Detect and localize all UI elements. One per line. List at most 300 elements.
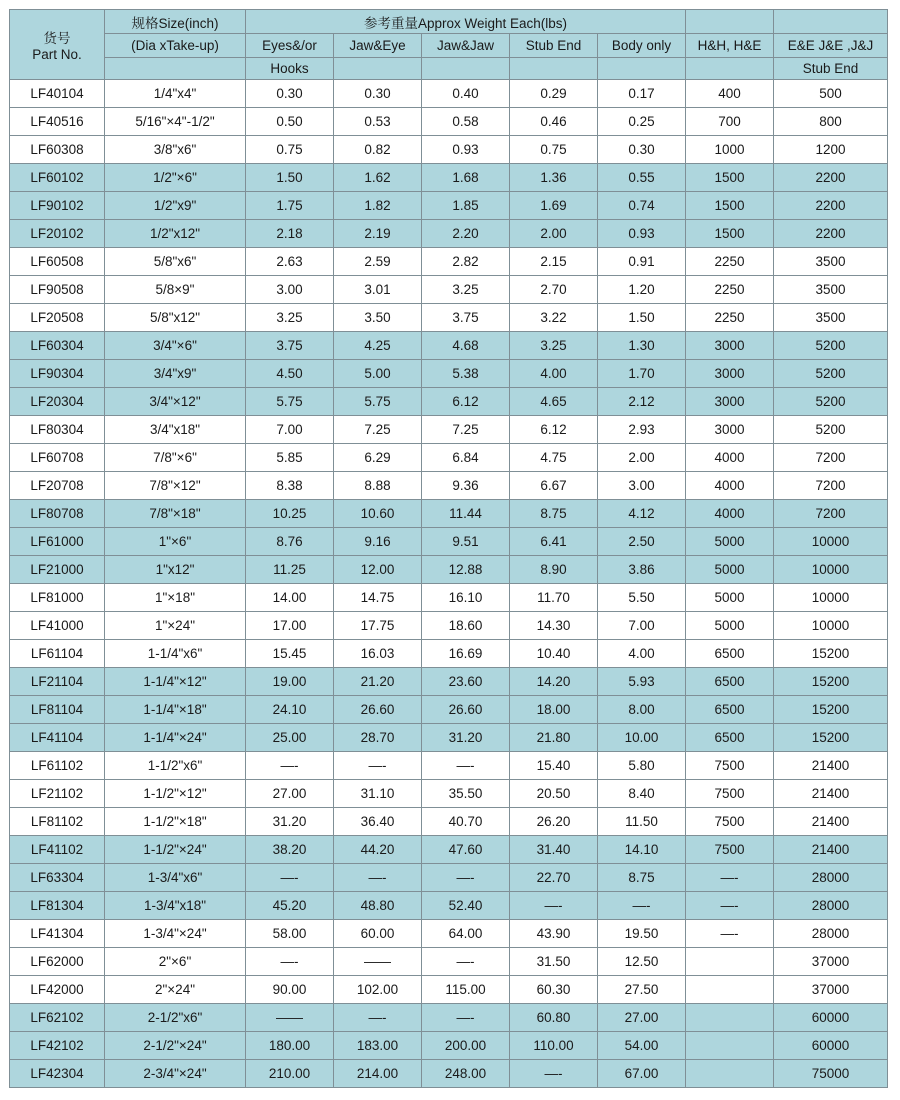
cell-ee-je-jj: 28000 [774,864,888,892]
cell-size: 1-1/4"x6" [105,640,246,668]
cell-jaw-jaw: —- [422,948,510,976]
cell-jaw-jaw: 16.10 [422,584,510,612]
cell-hh-he: 7500 [686,836,774,864]
cell-stub-end: 60.80 [510,1004,598,1032]
cell-part-no: LF42304 [10,1060,105,1088]
cell-hh-he: 4000 [686,500,774,528]
cell-ee-je-jj: 15200 [774,640,888,668]
cell-jaw-jaw: —- [422,864,510,892]
table-row [10,136,888,164]
cell-hh-he: 400 [686,80,774,108]
cell-part-no: LF63304 [10,864,105,892]
blank-header-hh [686,10,774,34]
cell-part-no: LF21102 [10,780,105,808]
cell-jaw-jaw: 16.69 [422,640,510,668]
cell-eyes-hooks: —- [246,752,334,780]
cell-body-only: 4.12 [598,500,686,528]
cell-stub-end: 26.20 [510,808,598,836]
cell-body-only: —- [598,892,686,920]
cell-jaw-jaw: 2.20 [422,220,510,248]
cell-ee-je-jj: 37000 [774,948,888,976]
cell-jaw-jaw: 23.60 [422,668,510,696]
cell-stub-end: 8.75 [510,500,598,528]
cell-ee-je-jj: 5200 [774,360,888,388]
cell-eyes-hooks: 11.25 [246,556,334,584]
table-row [10,948,888,976]
cell-jaw-eye: 60.00 [334,920,422,948]
cell-hh-he: 6500 [686,668,774,696]
cell-ee-je-jj: 10000 [774,612,888,640]
size-header: 规格Size(inch) [105,10,246,34]
table-row [10,640,888,668]
cell-eyes-hooks: 58.00 [246,920,334,948]
cell-hh-he: 2250 [686,248,774,276]
cell-size: 7/8"×12" [105,472,246,500]
cell-eyes-hooks: 14.00 [246,584,334,612]
cell-ee-je-jj: 3500 [774,248,888,276]
cell-body-only: 0.17 [598,80,686,108]
cell-jaw-jaw: 26.60 [422,696,510,724]
cell-ee-je-jj: 3500 [774,276,888,304]
cell-stub-end: 60.30 [510,976,598,1004]
cell-jaw-eye: 31.10 [334,780,422,808]
cell-jaw-eye: 36.40 [334,808,422,836]
cell-hh-he: 2250 [686,304,774,332]
part-no-en-label: Part No. [32,47,82,62]
cell-body-only: 1.20 [598,276,686,304]
cell-size: 1-1/4"×24" [105,724,246,752]
cell-eyes-hooks: 180.00 [246,1032,334,1060]
cell-body-only: 5.93 [598,668,686,696]
cell-size: 2-3/4"×24" [105,1060,246,1088]
cell-jaw-eye: 28.70 [334,724,422,752]
cell-eyes-hooks: 3.00 [246,276,334,304]
cell-ee-je-jj: 10000 [774,528,888,556]
cell-jaw-jaw: 7.25 [422,416,510,444]
cell-stub-end: 21.80 [510,724,598,752]
cell-jaw-jaw: 5.38 [422,360,510,388]
cell-part-no: LF90508 [10,276,105,304]
table-row [10,304,888,332]
cell-part-no: LF60308 [10,136,105,164]
cell-hh-he [686,1060,774,1088]
blank-header-ee [774,10,888,34]
cell-part-no: LF61000 [10,528,105,556]
table-row [10,976,888,1004]
cell-hh-he: —- [686,892,774,920]
cell-jaw-jaw: 47.60 [422,836,510,864]
cell-eyes-hooks: 2.63 [246,248,334,276]
col-header-jaw-jaw: Jaw&Jaw [422,34,510,58]
cell-jaw-jaw: 3.75 [422,304,510,332]
cell-stub-end: 3.22 [510,304,598,332]
cell-size: 1-3/4"x18" [105,892,246,920]
table-row [10,444,888,472]
cell-eyes-hooks: 31.20 [246,808,334,836]
cell-size: 5/16"×4"-1/2" [105,108,246,136]
cell-body-only: 0.30 [598,136,686,164]
table-row [10,192,888,220]
cell-ee-je-jj: 1200 [774,136,888,164]
cell-hh-he: 6500 [686,724,774,752]
cell-hh-he: —- [686,920,774,948]
cell-jaw-jaw: 0.93 [422,136,510,164]
cell-part-no: LF62000 [10,948,105,976]
cell-hh-he: 3000 [686,360,774,388]
cell-jaw-eye: 44.20 [334,836,422,864]
cell-jaw-jaw: 64.00 [422,920,510,948]
col-header-body-only: Body only [598,34,686,58]
cell-ee-je-jj: 7200 [774,500,888,528]
table-row [10,164,888,192]
blank-sub-size [105,58,246,80]
cell-hh-he: 2250 [686,276,774,304]
table-row [10,668,888,696]
cell-ee-je-jj: 21400 [774,836,888,864]
table-row [10,836,888,864]
cell-eyes-hooks: 27.00 [246,780,334,808]
cell-body-only: 2.50 [598,528,686,556]
weight-group-header: 参考重量Approx Weight Each(lbs) [246,10,686,34]
cell-part-no: LF41304 [10,920,105,948]
cell-eyes-hooks: 8.38 [246,472,334,500]
cell-part-no: LF90304 [10,360,105,388]
cell-size: 7/8"×18" [105,500,246,528]
cell-body-only: 1.30 [598,332,686,360]
cell-stub-end: 4.75 [510,444,598,472]
table-row [10,612,888,640]
cell-size: 5/8"x12" [105,304,246,332]
cell-stub-end: 0.75 [510,136,598,164]
cell-size: 2-1/2"×24" [105,1032,246,1060]
table-row [10,780,888,808]
cell-jaw-jaw: —- [422,752,510,780]
cell-size: 1-1/2"x6" [105,752,246,780]
table-row [10,556,888,584]
cell-hh-he [686,948,774,976]
cell-eyes-hooks: 1.50 [246,164,334,192]
cell-eyes-hooks: 1.75 [246,192,334,220]
cell-jaw-eye: —- [334,752,422,780]
cell-part-no: LF80708 [10,500,105,528]
cell-part-no: LF60304 [10,332,105,360]
cell-ee-je-jj: 7200 [774,472,888,500]
cell-stub-end: 4.65 [510,388,598,416]
cell-ee-je-jj: 75000 [774,1060,888,1088]
cell-hh-he: 700 [686,108,774,136]
cell-ee-je-jj: 2200 [774,164,888,192]
cell-ee-je-jj: 28000 [774,920,888,948]
cell-body-only: 19.50 [598,920,686,948]
cell-eyes-hooks: 17.00 [246,612,334,640]
col-sub-hooks: Hooks [246,58,334,80]
cell-stub-end: 3.25 [510,332,598,360]
table-row [10,80,888,108]
cell-stub-end: 43.90 [510,920,598,948]
cell-eyes-hooks: 3.25 [246,304,334,332]
weight-spec-sheet [9,9,888,1088]
cell-body-only: 8.00 [598,696,686,724]
cell-eyes-hooks: 45.20 [246,892,334,920]
cell-jaw-jaw: 18.60 [422,612,510,640]
cell-stub-end: 20.50 [510,780,598,808]
cell-jaw-jaw: 40.70 [422,808,510,836]
cell-eyes-hooks: 24.10 [246,696,334,724]
cell-jaw-jaw: —- [422,1004,510,1032]
cell-ee-je-jj: 5200 [774,416,888,444]
cell-size: 5/8"x6" [105,248,246,276]
cell-part-no: LF20102 [10,220,105,248]
cell-part-no: LF41102 [10,836,105,864]
cell-part-no: LF81104 [10,696,105,724]
cell-ee-je-jj: 15200 [774,724,888,752]
cell-hh-he: 5000 [686,556,774,584]
cell-stub-end: 110.00 [510,1032,598,1060]
cell-stub-end: 14.30 [510,612,598,640]
cell-eyes-hooks: 0.75 [246,136,334,164]
cell-part-no: LF41000 [10,612,105,640]
col-header-stub-end: Stub End [510,34,598,58]
cell-jaw-jaw: 9.36 [422,472,510,500]
cell-part-no: LF41104 [10,724,105,752]
cell-part-no: LF60508 [10,248,105,276]
cell-ee-je-jj: 60000 [774,1032,888,1060]
cell-ee-je-jj: 21400 [774,752,888,780]
cell-eyes-hooks: —— [246,1004,334,1032]
cell-jaw-eye: 0.53 [334,108,422,136]
size-sub-header: (Dia xTake-up) [105,34,246,58]
cell-jaw-jaw: 6.12 [422,388,510,416]
cell-body-only: 54.00 [598,1032,686,1060]
cell-ee-je-jj: 37000 [774,976,888,1004]
cell-eyes-hooks: 25.00 [246,724,334,752]
cell-jaw-eye: 183.00 [334,1032,422,1060]
weight-table [9,9,888,1088]
cell-body-only: 0.25 [598,108,686,136]
cell-part-no: LF21000 [10,556,105,584]
cell-stub-end: 1.36 [510,164,598,192]
cell-jaw-eye: 17.75 [334,612,422,640]
cell-jaw-jaw: 200.00 [422,1032,510,1060]
cell-eyes-hooks: 5.75 [246,388,334,416]
cell-jaw-eye: 5.00 [334,360,422,388]
cell-part-no: LF21104 [10,668,105,696]
cell-jaw-jaw: 12.88 [422,556,510,584]
cell-jaw-eye: 1.62 [334,164,422,192]
cell-body-only: 2.93 [598,416,686,444]
cell-size: 1-3/4"×24" [105,920,246,948]
cell-jaw-eye: 3.01 [334,276,422,304]
table-body [10,80,888,1088]
cell-size: 1"x12" [105,556,246,584]
cell-part-no: LF20708 [10,472,105,500]
cell-body-only: 67.00 [598,1060,686,1088]
cell-jaw-eye: 10.60 [334,500,422,528]
cell-stub-end: 2.00 [510,220,598,248]
cell-hh-he [686,976,774,1004]
cell-hh-he: 3000 [686,332,774,360]
cell-jaw-jaw: 1.68 [422,164,510,192]
cell-ee-je-jj: 21400 [774,808,888,836]
cell-stub-end: 14.20 [510,668,598,696]
cell-body-only: 0.91 [598,248,686,276]
cell-jaw-eye: 214.00 [334,1060,422,1088]
cell-jaw-eye: 6.29 [334,444,422,472]
cell-eyes-hooks: —- [246,864,334,892]
cell-hh-he: 6500 [686,696,774,724]
cell-part-no: LF90102 [10,192,105,220]
cell-body-only: 8.75 [598,864,686,892]
cell-ee-je-jj: 15200 [774,668,888,696]
table-row [10,584,888,612]
cell-jaw-eye: —- [334,864,422,892]
cell-jaw-eye: 48.80 [334,892,422,920]
cell-size: 3/8"x6" [105,136,246,164]
cell-jaw-eye: 1.82 [334,192,422,220]
cell-hh-he: 1500 [686,220,774,248]
table-row [10,920,888,948]
cell-body-only: 11.50 [598,808,686,836]
cell-size: 1-1/4"×12" [105,668,246,696]
col-sub-stub-end: Stub End [774,58,888,80]
cell-eyes-hooks: 90.00 [246,976,334,1004]
cell-body-only: 1.50 [598,304,686,332]
cell-stub-end: 31.40 [510,836,598,864]
cell-body-only: 5.50 [598,584,686,612]
cell-stub-end: 15.40 [510,752,598,780]
col-header-jaw-eye: Jaw&Eye [334,34,422,58]
cell-body-only: 5.80 [598,752,686,780]
col-header-eyes: Eyes&/or [246,34,334,58]
cell-size: 1/4"x4" [105,80,246,108]
cell-part-no: LF60708 [10,444,105,472]
cell-hh-he: 7500 [686,780,774,808]
cell-jaw-eye: 0.30 [334,80,422,108]
cell-size: 3/4"×6" [105,332,246,360]
cell-size: 1-1/2"×18" [105,808,246,836]
cell-body-only: 1.70 [598,360,686,388]
cell-jaw-jaw: 115.00 [422,976,510,1004]
cell-hh-he [686,1004,774,1032]
cell-eyes-hooks: 0.50 [246,108,334,136]
cell-jaw-eye: —— [334,948,422,976]
cell-hh-he: 4000 [686,444,774,472]
cell-body-only: 0.74 [598,192,686,220]
cell-jaw-eye: 3.50 [334,304,422,332]
cell-jaw-jaw: 35.50 [422,780,510,808]
cell-jaw-eye: 16.03 [334,640,422,668]
cell-jaw-jaw: 1.85 [422,192,510,220]
cell-part-no: LF62102 [10,1004,105,1032]
cell-eyes-hooks: 0.30 [246,80,334,108]
table-row [10,360,888,388]
cell-stub-end: 2.15 [510,248,598,276]
blank-sub-jaw-eye [334,58,422,80]
cell-part-no: LF80304 [10,416,105,444]
cell-part-no: LF81102 [10,808,105,836]
cell-part-no: LF40516 [10,108,105,136]
cell-hh-he: 1500 [686,192,774,220]
cell-stub-end: 4.00 [510,360,598,388]
cell-part-no: LF20508 [10,304,105,332]
cell-ee-je-jj: 800 [774,108,888,136]
cell-jaw-eye: 21.20 [334,668,422,696]
cell-hh-he: 5000 [686,612,774,640]
cell-jaw-jaw: 0.40 [422,80,510,108]
cell-size: 1-3/4"x6" [105,864,246,892]
cell-ee-je-jj: 500 [774,80,888,108]
cell-ee-je-jj: 10000 [774,584,888,612]
cell-hh-he: 3000 [686,416,774,444]
cell-size: 1"×18" [105,584,246,612]
cell-size: 2-1/2"x6" [105,1004,246,1032]
blank-sub-stub [510,58,598,80]
table-row [10,1004,888,1032]
cell-jaw-eye: 12.00 [334,556,422,584]
cell-part-no: LF81304 [10,892,105,920]
cell-jaw-eye: 14.75 [334,584,422,612]
cell-hh-he: 5000 [686,528,774,556]
cell-eyes-hooks: 210.00 [246,1060,334,1088]
cell-part-no: LF60102 [10,164,105,192]
cell-hh-he: —- [686,864,774,892]
cell-body-only: 3.00 [598,472,686,500]
cell-hh-he [686,1032,774,1060]
blank-sub-body [598,58,686,80]
cell-ee-je-jj: 2200 [774,220,888,248]
blank-sub-jaw-jaw [422,58,510,80]
table-row [10,472,888,500]
cell-part-no: LF61104 [10,640,105,668]
cell-body-only: 14.10 [598,836,686,864]
table-row [10,892,888,920]
cell-jaw-eye: —- [334,1004,422,1032]
cell-eyes-hooks: 4.50 [246,360,334,388]
col-header-ee-je-jj: E&E J&E ,J&J [774,34,888,58]
table-row [10,528,888,556]
cell-size: 3/4"x9" [105,360,246,388]
table-row [10,1032,888,1060]
table-row [10,248,888,276]
cell-ee-je-jj: 5200 [774,332,888,360]
cell-jaw-jaw: 3.25 [422,276,510,304]
cell-size: 3/4"×12" [105,388,246,416]
cell-body-only: 0.55 [598,164,686,192]
cell-ee-je-jj: 60000 [774,1004,888,1032]
cell-size: 1"×6" [105,528,246,556]
cell-jaw-eye: 9.16 [334,528,422,556]
cell-jaw-eye: 2.59 [334,248,422,276]
cell-part-no: LF42102 [10,1032,105,1060]
cell-stub-end: 31.50 [510,948,598,976]
cell-stub-end: 10.40 [510,640,598,668]
table-row [10,276,888,304]
cell-eyes-hooks: 3.75 [246,332,334,360]
table-row [10,752,888,780]
cell-stub-end: 18.00 [510,696,598,724]
cell-jaw-eye: 102.00 [334,976,422,1004]
cell-body-only: 2.00 [598,444,686,472]
cell-size: 1/2"×6" [105,164,246,192]
cell-eyes-hooks: 19.00 [246,668,334,696]
cell-hh-he: 7500 [686,752,774,780]
cell-jaw-eye: 5.75 [334,388,422,416]
cell-hh-he: 4000 [686,472,774,500]
cell-size: 1/2"x12" [105,220,246,248]
cell-jaw-jaw: 11.44 [422,500,510,528]
table-row [10,108,888,136]
cell-jaw-jaw: 52.40 [422,892,510,920]
